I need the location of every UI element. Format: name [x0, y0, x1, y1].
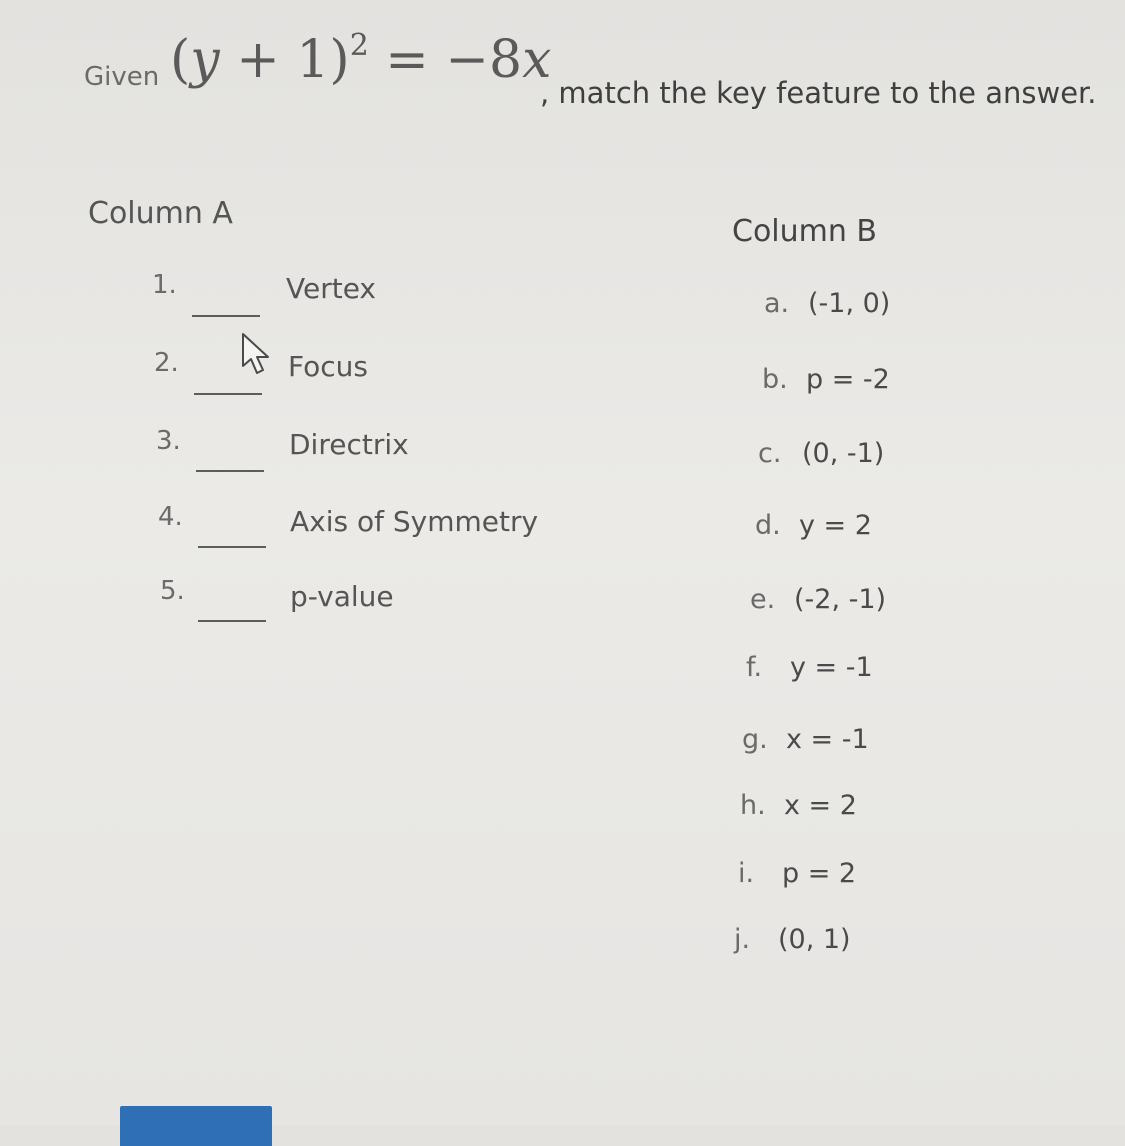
option-value: (0, 1) — [778, 924, 851, 955]
option-letter: h. — [740, 790, 766, 821]
answer-option — [755, 510, 872, 541]
option-value: p = 2 — [782, 858, 857, 889]
question-number: 5. — [160, 576, 185, 606]
answer-option — [740, 790, 857, 821]
question-number: 2. — [154, 348, 179, 378]
answer-option — [738, 858, 856, 889]
equation — [170, 27, 552, 90]
answer-blank[interactable] — [194, 393, 262, 395]
mouse-pointer-icon — [240, 332, 274, 378]
option-value: (0, -1) — [802, 438, 885, 469]
answer-option — [764, 288, 890, 319]
option-value: p = -2 — [806, 364, 890, 395]
question-label: Axis of Symmetry — [290, 505, 539, 538]
answer-option — [746, 652, 873, 683]
option-letter: c. — [758, 438, 782, 469]
question-number: 4. — [158, 502, 183, 532]
equation-rhs: = −8 — [368, 30, 523, 90]
answer-option — [734, 924, 851, 955]
question-number: 3. — [156, 426, 181, 456]
question-label: Focus — [288, 350, 368, 383]
given-label: Given — [84, 62, 160, 92]
option-value: (-2, -1) — [794, 584, 887, 615]
option-letter: j. — [734, 924, 751, 955]
answer-blank[interactable] — [198, 546, 266, 548]
question-number: 1. — [152, 270, 177, 300]
option-letter: g. — [742, 724, 768, 755]
answer-option — [762, 364, 890, 395]
column-a-title: Column A — [88, 196, 233, 231]
answer-blank[interactable] — [198, 620, 266, 622]
answer-blank[interactable] — [196, 470, 264, 472]
instruction-text: , match the key feature to the answer. — [540, 76, 1097, 110]
option-value: y = 2 — [799, 510, 872, 541]
option-value: y = -1 — [790, 652, 873, 683]
option-letter: f. — [746, 652, 763, 683]
question-label: Vertex — [286, 272, 377, 305]
option-letter: i. — [738, 858, 755, 889]
answer-option — [758, 438, 884, 469]
option-letter: d. — [755, 510, 781, 541]
answer-blank[interactable] — [192, 315, 260, 317]
submit-button[interactable] — [120, 1106, 272, 1146]
column-b-title: Column B — [732, 214, 878, 249]
equation-plus-one: + 1) — [219, 30, 350, 90]
equation-exponent: 2 — [349, 27, 369, 63]
equation-x: x — [522, 30, 552, 90]
question-label: Directrix — [289, 428, 409, 461]
answer-option — [742, 724, 869, 755]
option-letter: b. — [762, 364, 788, 395]
option-value: x = -1 — [786, 724, 869, 755]
answer-option — [750, 584, 886, 615]
option-letter: a. — [764, 288, 790, 319]
option-value: (-1, 0) — [808, 288, 891, 319]
equation-y: y — [190, 30, 220, 90]
option-value: x = 2 — [784, 790, 857, 821]
option-letter: e. — [750, 584, 776, 615]
equation-open: ( — [170, 30, 191, 90]
question-label: p-value — [290, 580, 394, 613]
